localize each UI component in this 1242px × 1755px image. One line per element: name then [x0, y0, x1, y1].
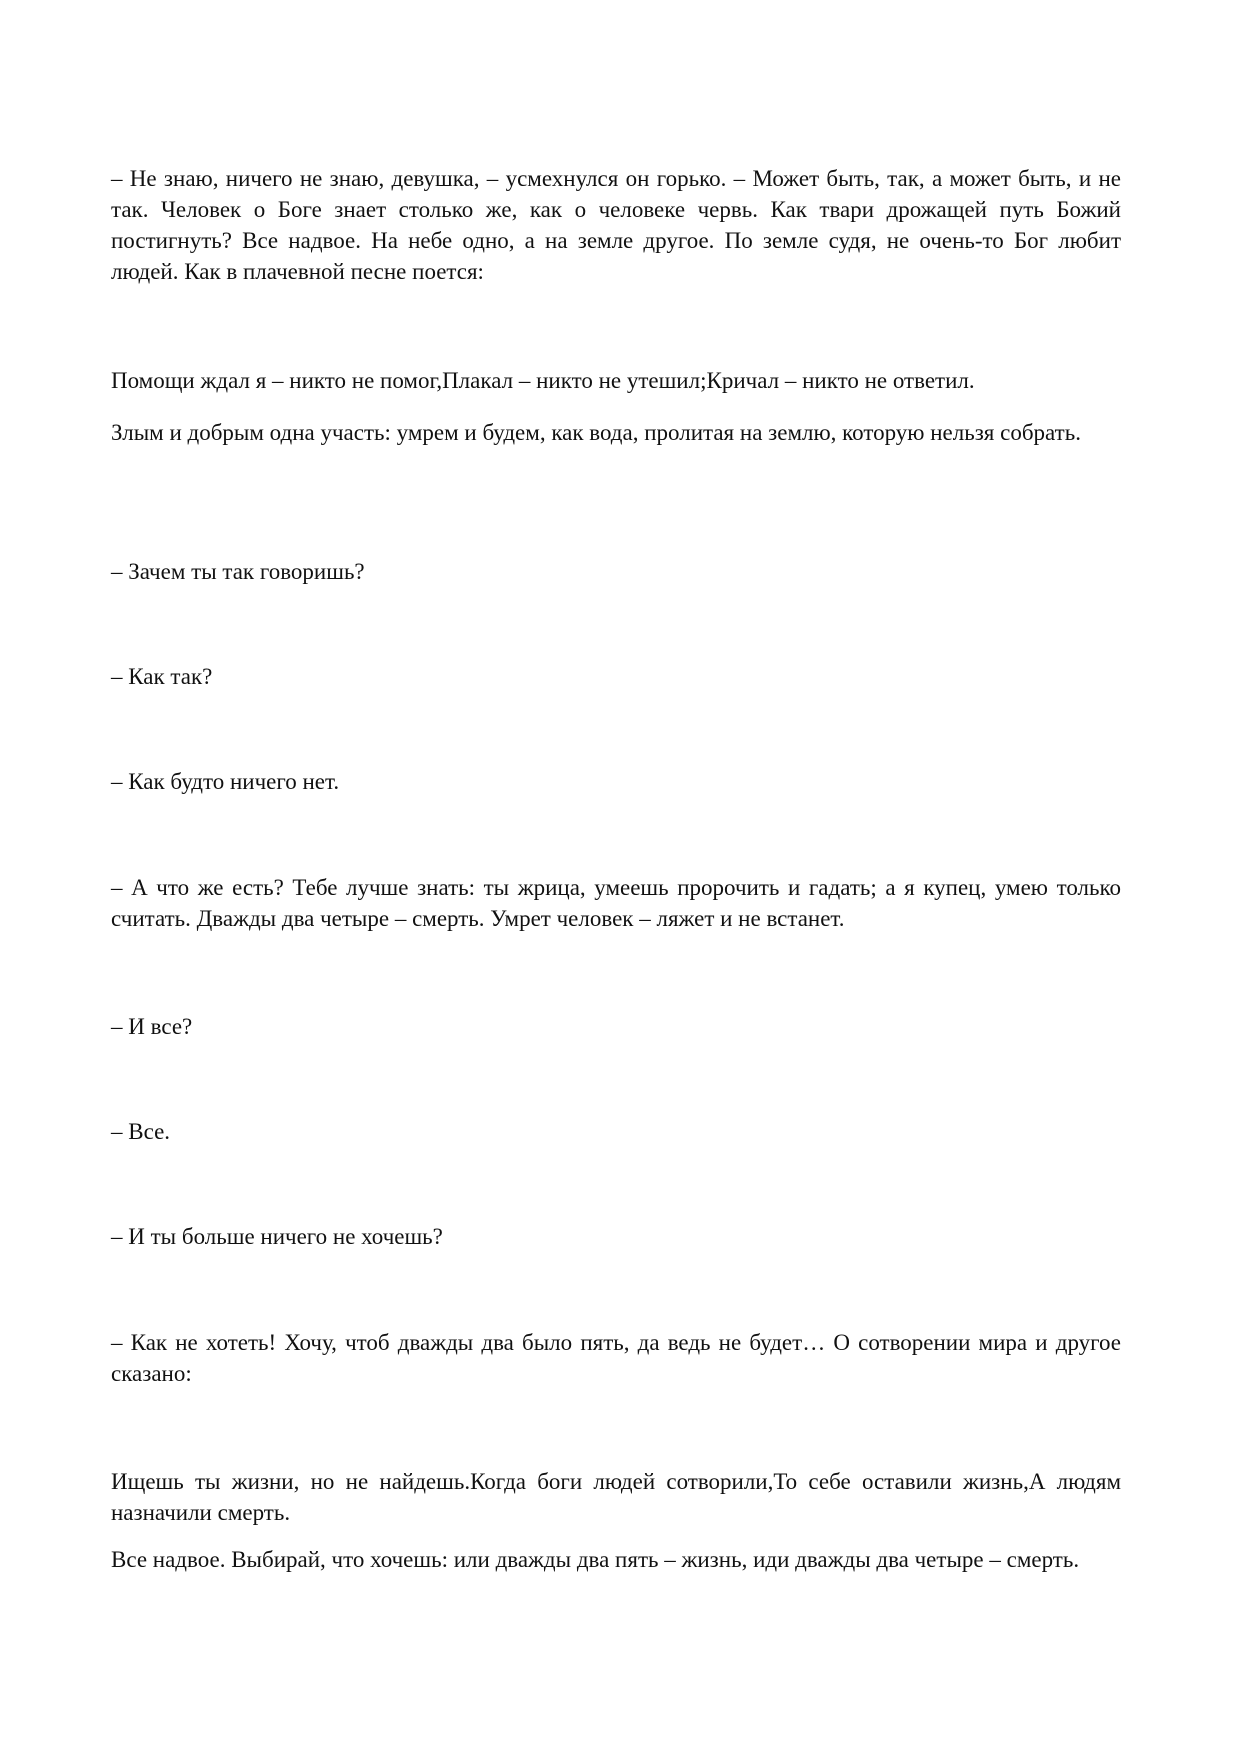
paragraph-13: Все надвое. Выбирай, что хочешь: или дважды два пять – жизнь, иди дважды два четыре – смерть. [111, 1547, 1080, 1572]
paragraph-7: – А что же есть? Тебе лучше знать: ты жрица, умеешь пророчить и гадать; а я купец, умею только считать. Дважды два четыре – смерть. Умрет человек – ляжет и не встанет. [111, 875, 1121, 931]
paragraph-5: – Как так? [111, 664, 213, 689]
paragraph-6: – Как будто ничего нет. [111, 769, 340, 794]
paragraph-3: Злым и добрым одна участь: умрем и будем, как вода, пролитая на землю, которую нельзя собрать. [111, 420, 1081, 445]
paragraph-11: – Как не хотеть! Хочу, чтоб дважды два было пять, да ведь не будет… О сотворении мира и другое сказано: [111, 1330, 1121, 1386]
paragraph-8: – И все? [111, 1014, 193, 1039]
paragraph-9: – Все. [111, 1119, 171, 1144]
paragraph-2: Помощи ждал я – никто не помог,Плакал – никто не утешил;Кричал – никто не ответил. [111, 368, 975, 393]
paragraph-10: – И ты больше ничего не хочешь? [111, 1224, 443, 1249]
paragraph-1: – Не знаю, ничего не знаю, девушка, – усмехнулся он горько. – Может быть, так, а может быть, и не так. Человек о Боге знает столько же, как о человеке червь. Как твари дрожащей путь Божий постигнуть? Все надвое. На небе одно, а на земле другое. По земле судя, не очень-то Бог любит людей. Как в плачевной песне поется: [111, 166, 1121, 284]
paragraph-4: – Зачем ты так говоришь? [111, 559, 365, 584]
paragraph-12: Ищешь ты жизни, но не найдешь.Когда боги людей сотворили,То себе оставили жизнь,А людям назначили смерть. [111, 1469, 1121, 1525]
